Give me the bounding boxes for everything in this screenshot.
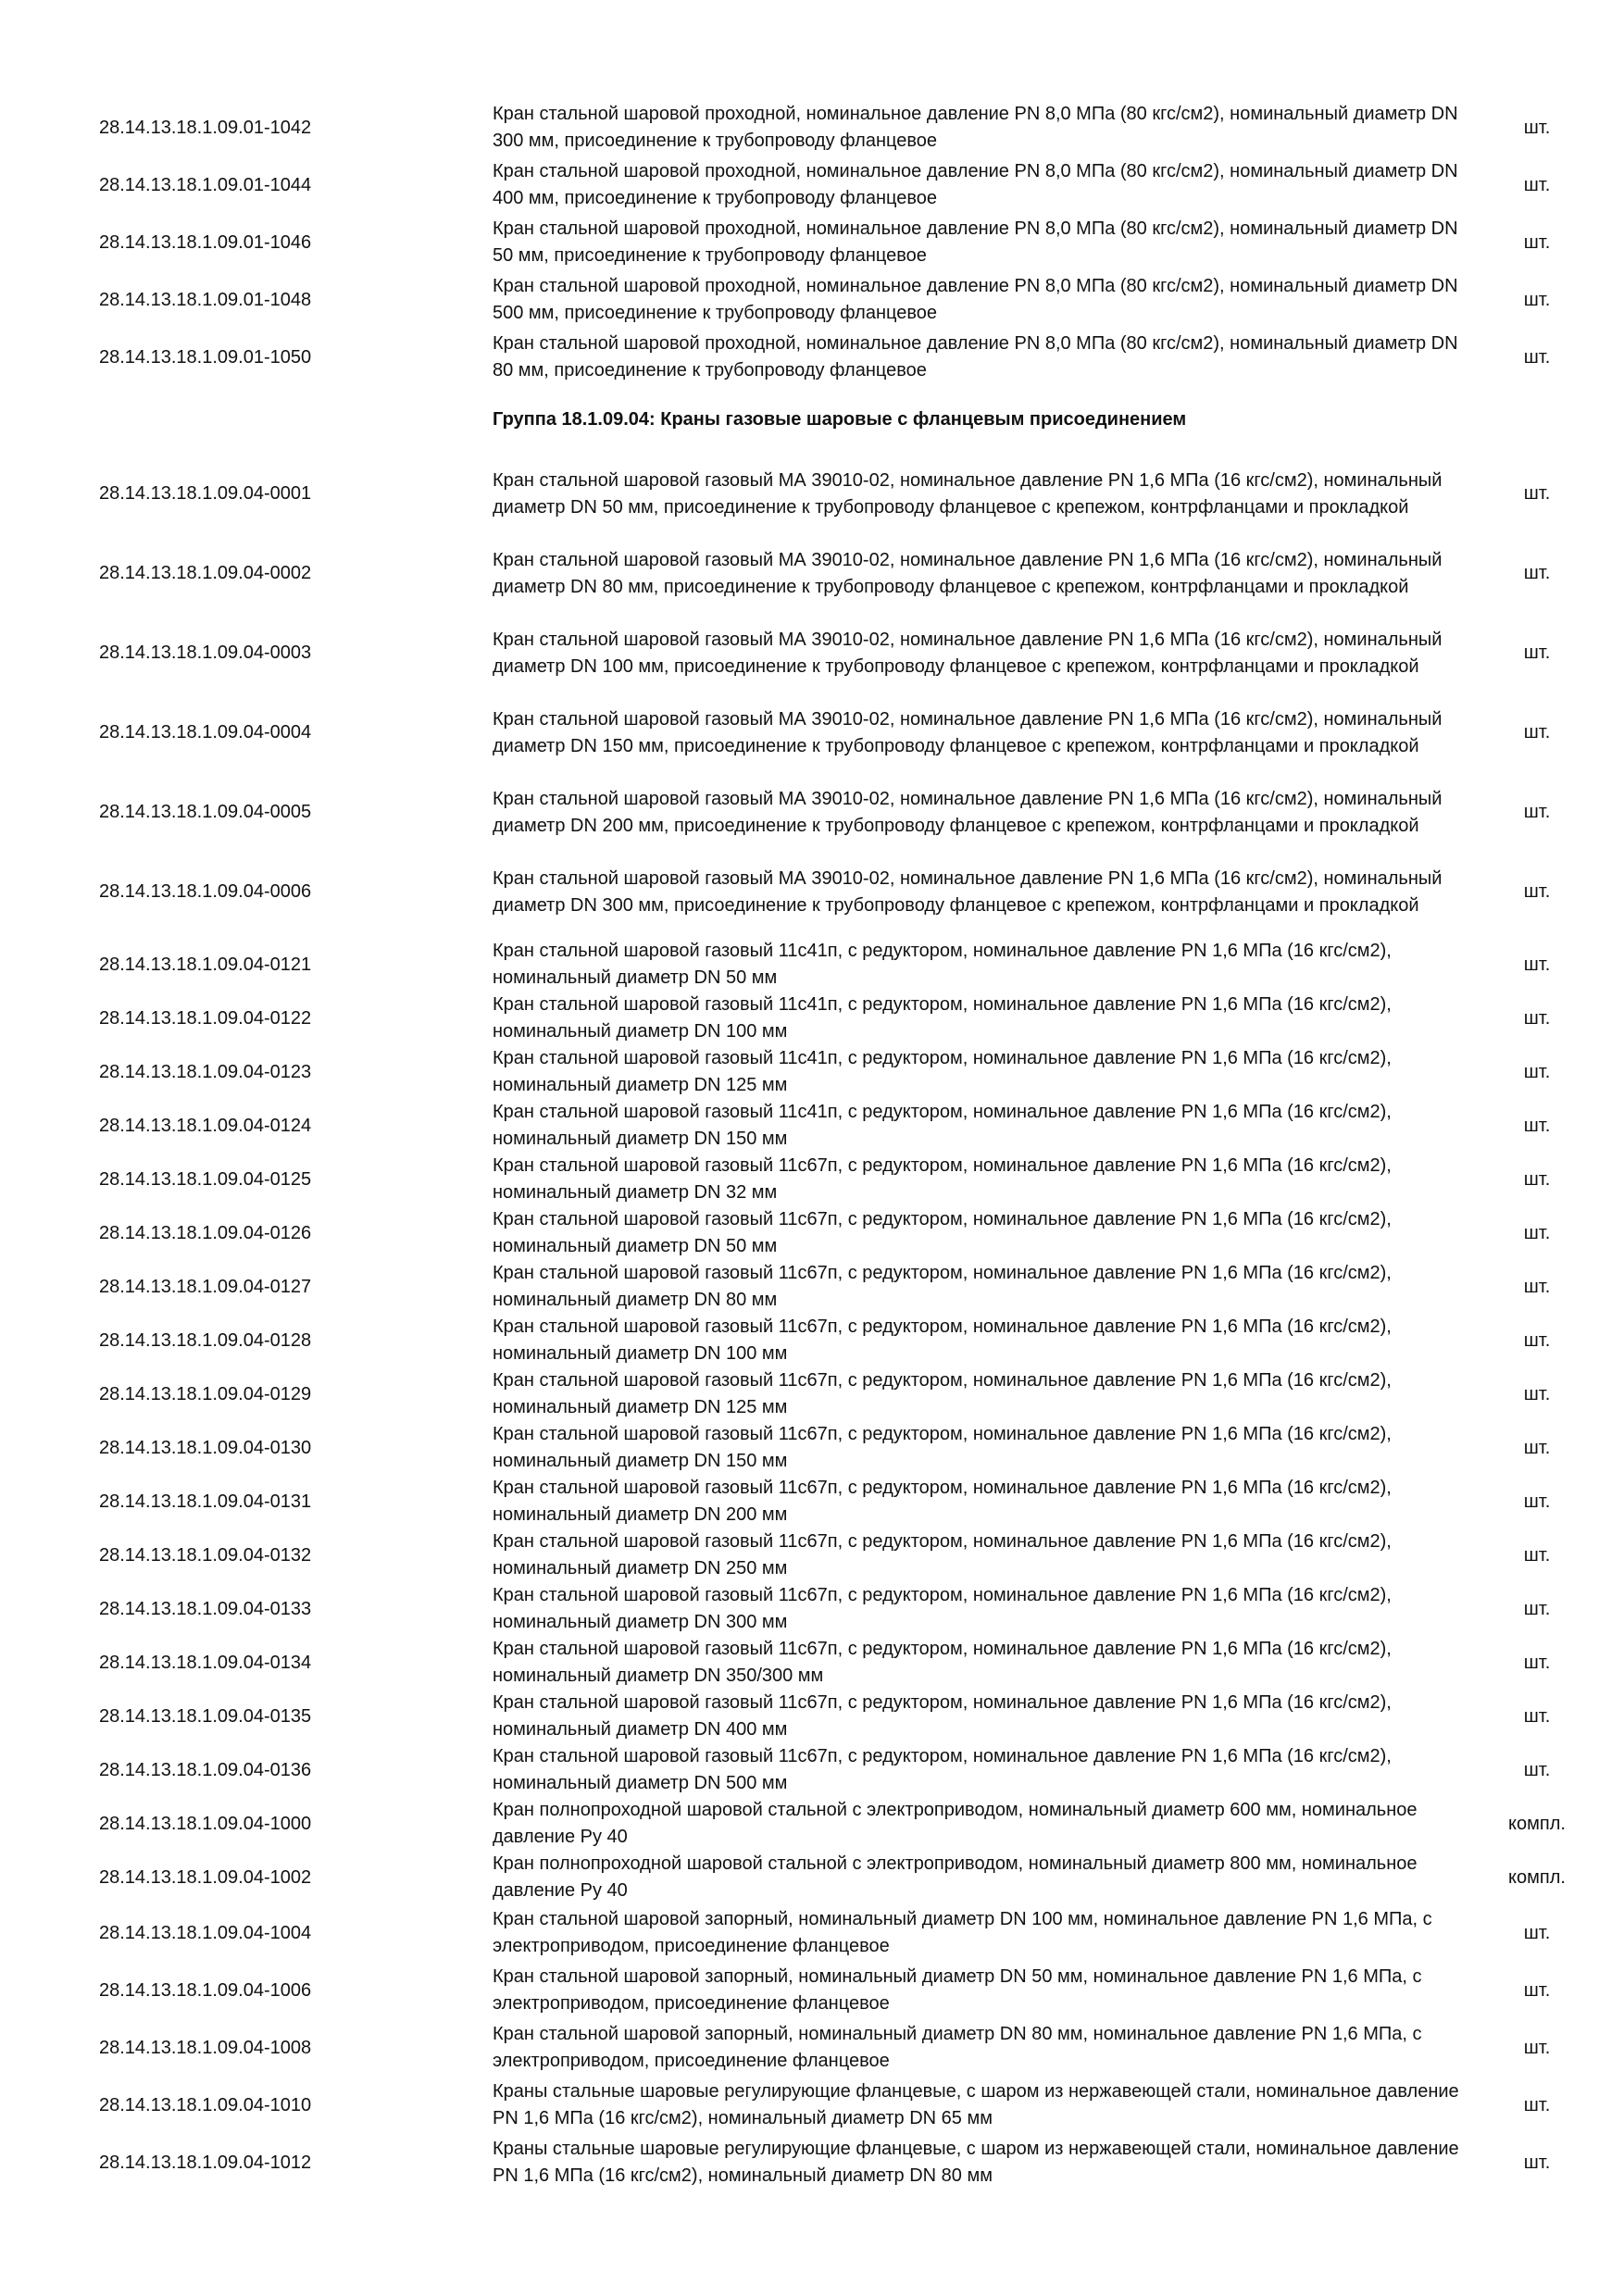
item-code: 28.14.13.18.1.09.04-1000 (99, 1813, 312, 1834)
item-code: 28.14.13.18.1.09.04-0001 (99, 483, 312, 504)
item-description-text: Кран стальной шаровой запорный, номинальный диаметр DN 80 мм, номинальное давление PN 1,6 МПа, с электроприводом, присоединение фланцевое (493, 2024, 1422, 2071)
table-row (0, 331, 1624, 384)
table-row (0, 938, 1624, 992)
item-unit: шт. (1523, 1007, 1551, 1029)
item-description (493, 1582, 1465, 1636)
item-code: 28.14.13.18.1.09.04-1006 (99, 1979, 312, 2001)
group-title: Группа 18.1.09.04: Краны газовые шаровые с фланцевым присоединением (493, 409, 1187, 430)
item-code: 28.14.13.18.1.09.01-1050 (99, 346, 312, 368)
item-description-text: Кран стальной шаровой запорный, номинальный диаметр DN 50 мм, номинальное давление PN 1,6 МПа, с электроприводом, присоединение фланцевое (493, 1966, 1422, 2014)
table-row (0, 2021, 1624, 2075)
item-description-text: Кран полнопроходной шаровой стальной с электроприводом, номинальный диаметр 800 мм, номинальное давление Ру 40 (493, 1853, 1418, 1901)
item-description (493, 1797, 1465, 1851)
item-description (493, 693, 1465, 773)
item-code: 28.14.13.18.1.09.04-1004 (99, 1922, 312, 1943)
item-description-text: Кран стальной шаровой газовый 11с67п, с редуктором, номинальное давление PN 1,6 МПа (16 кгс/см2), номинальный диаметр DN 50 мм (493, 1209, 1392, 1256)
item-description (493, 1206, 1465, 1260)
item-unit: шт. (1523, 2152, 1551, 2173)
item-unit: шт. (1523, 2037, 1551, 2058)
item-code: 28.14.13.18.1.09.04-0131 (99, 1491, 312, 1512)
item-code: 28.14.13.18.1.09.04-0125 (99, 1168, 312, 1190)
table-row (0, 613, 1624, 693)
item-unit: шт. (1523, 1276, 1551, 1297)
item-description-text: Кран стальной шаровой газовый МА 39010-02, номинальное давление PN 1,6 МПа (16 кгс/см2), номинальный диаметр DN 300 мм, присоединение к трубопроводу фланцевое с крепежом, контрфланцами и прокладкой (493, 867, 1443, 916)
table-row (0, 1797, 1624, 1851)
table-row (0, 1529, 1624, 1582)
table-row (0, 1045, 1624, 1099)
item-code: 28.14.13.18.1.09.01-1048 (99, 289, 312, 310)
item-code: 28.14.13.18.1.09.04-1002 (99, 1866, 312, 1888)
item-description-text: Кран стальной шаровой газовый 11с67п, с редуктором, номинальное давление PN 1,6 МПа (16 кгс/см2), номинальный диаметр DN 350/300 мм (493, 1639, 1392, 1686)
item-description (493, 1475, 1465, 1529)
item-unit: шт. (1523, 643, 1551, 663)
item-description (493, 613, 1465, 693)
item-unit: шт. (1523, 1329, 1551, 1351)
item-code: 28.14.13.18.1.09.04-0002 (99, 563, 312, 583)
item-description-text: Кран стальной шаровой газовый 11с67п, с редуктором, номинальное давление PN 1,6 МПа (16 кгс/см2), номинальный диаметр DN 80 мм (493, 1263, 1392, 1310)
item-description-text: Кран стальной шаровой газовый 11с67п, с редуктором, номинальное давление PN 1,6 МПа (16 кгс/см2), номинальный диаметр DN 200 мм (493, 1478, 1392, 1525)
item-description (493, 1045, 1465, 1099)
table-row (0, 533, 1624, 614)
item-description (493, 1743, 1465, 1797)
item-description (493, 1260, 1465, 1314)
item-unit: шт. (1523, 1652, 1551, 1673)
item-unit: шт. (1523, 174, 1551, 195)
item-description-text: Кран стальной шаровой газовый МА 39010-02, номинальное давление PN 1,6 МПа (16 кгс/см2), номинальный диаметр DN 200 мм, присоединение к трубопроводу фланцевое с крепежом, контрфланцами и прокладкой (493, 788, 1443, 836)
item-code: 28.14.13.18.1.09.04-0134 (99, 1652, 312, 1673)
item-unit: шт. (1523, 954, 1551, 975)
table-row (0, 1367, 1624, 1421)
item-description-text: Кран стальной шаровой газовый 11с67п, с редуктором, номинальное давление PN 1,6 МПа (16 кгс/см2), номинальный диаметр DN 150 мм (493, 1424, 1392, 1471)
item-description (493, 2021, 1465, 2075)
item-description (493, 938, 1465, 992)
item-code: 28.14.13.18.1.09.04-0126 (99, 1222, 312, 1243)
item-unit: шт. (1523, 1383, 1551, 1404)
table-row (0, 1851, 1624, 1904)
item-description (493, 101, 1465, 155)
item-unit: шт. (1523, 2094, 1551, 2115)
item-code: 28.14.13.18.1.09.04-0006 (99, 881, 312, 902)
table-row (0, 273, 1624, 327)
item-description (493, 992, 1465, 1045)
item-description-text: Кран стальной шаровой проходной, номинальное давление PN 8,0 МПа (80 кгс/см2), номинальный диаметр DN 80 мм, присоединение к трубопроводу фланцевое (493, 333, 1458, 381)
item-code: 28.14.13.18.1.09.04-0122 (99, 1007, 312, 1029)
item-description (493, 273, 1465, 327)
item-description-text: Кран стальной шаровой газовый 11с67п, с редуктором, номинальное давление PN 1,6 МПа (16 кгс/см2), номинальный диаметр DN 500 мм (493, 1746, 1392, 1793)
item-unit: шт. (1523, 1491, 1551, 1512)
table-row (0, 992, 1624, 1045)
item-code: 28.14.13.18.1.09.04-1008 (99, 2037, 312, 2058)
item-unit: шт. (1523, 1437, 1551, 1458)
item-code: 28.14.13.18.1.09.04-0130 (99, 1437, 312, 1458)
item-description-text: Кран стальной шаровой проходной, номинальное давление PN 8,0 МПа (80 кгс/см2), номинальный диаметр DN 50 мм, присоединение к трубопроводу фланцевое (493, 218, 1458, 266)
item-code: 28.14.13.18.1.09.04-0121 (99, 954, 312, 975)
item-unit: шт. (1523, 483, 1551, 504)
item-description (493, 158, 1465, 212)
item-code: 28.14.13.18.1.09.04-0128 (99, 1329, 312, 1351)
item-description (493, 1421, 1465, 1475)
item-description-text: Кран стальной шаровой газовый 11с41п, с редуктором, номинальное давление PN 1,6 МПа (16 кгс/см2), номинальный диаметр DN 100 мм (493, 994, 1392, 1042)
item-description-text: Кран стальной шаровой газовый 11с67п, с редуктором, номинальное давление PN 1,6 МПа (16 кгс/см2), номинальный диаметр DN 400 мм (493, 1692, 1392, 1740)
item-description (493, 216, 1465, 269)
item-unit: шт. (1523, 231, 1551, 253)
item-code: 28.14.13.18.1.09.04-1012 (99, 2152, 312, 2173)
item-unit: шт. (1523, 1222, 1551, 1243)
item-description-text: Кран стальной шаровой газовый 11с67п, с редуктором, номинальное давление PN 1,6 МПа (16 кгс/см2), номинальный диаметр DN 250 мм (493, 1531, 1392, 1578)
item-description (493, 772, 1465, 853)
item-code: 28.14.13.18.1.09.01-1042 (99, 117, 312, 138)
table-row (0, 1260, 1624, 1314)
item-unit: шт. (1523, 1705, 1551, 1727)
item-unit: шт. (1523, 1759, 1551, 1780)
item-code: 28.14.13.18.1.09.04-0136 (99, 1759, 312, 1780)
item-description-text: Кран полнопроходной шаровой стальной с электроприводом, номинальный диаметр 600 мм, номинальное давление Ру 40 (493, 1800, 1418, 1847)
item-description-text: Кран стальной шаровой газовый 11с67п, с редуктором, номинальное давление PN 1,6 МПа (16 кгс/см2), номинальный диаметр DN 100 мм (493, 1316, 1392, 1364)
item-unit: шт. (1523, 881, 1551, 902)
item-unit: шт. (1523, 1544, 1551, 1566)
item-unit: компл. (1508, 1866, 1566, 1888)
item-description-text: Кран стальной шаровой газовый 11с41п, с редуктором, номинальное давление PN 1,6 МПа (16 кгс/см2), номинальный диаметр DN 125 мм (493, 1048, 1392, 1095)
item-description (493, 852, 1465, 932)
item-code: 28.14.13.18.1.09.01-1044 (99, 174, 312, 195)
item-description (493, 1153, 1465, 1206)
table-row (0, 1475, 1624, 1529)
item-description (493, 1529, 1465, 1582)
item-description-text: Кран стальной шаровой проходной, номинальное давление PN 8,0 МПа (80 кгс/см2), номинальный диаметр DN 500 мм, присоединение к трубопроводу фланцевое (493, 276, 1458, 323)
table-row (0, 1206, 1624, 1260)
item-description-text: Кран стальной шаровой газовый 11с67п, с редуктором, номинальное давление PN 1,6 МПа (16 кгс/см2), номинальный диаметр DN 125 мм (493, 1370, 1392, 1417)
item-unit: шт. (1523, 1168, 1551, 1190)
table-row (0, 693, 1624, 773)
item-description (493, 1906, 1465, 1960)
item-description (493, 1690, 1465, 1743)
item-description-text: Кран стальной шаровой газовый 11с41п, с редуктором, номинальное давление PN 1,6 МПа (16 кгс/см2), номинальный диаметр DN 50 мм (493, 941, 1392, 988)
item-description (493, 533, 1465, 614)
item-description-text: Кран стальной шаровой газовый 11с41п, с редуктором, номинальное давление PN 1,6 МПа (16 кгс/см2), номинальный диаметр DN 150 мм (493, 1102, 1392, 1149)
item-description-text: Кран стальной шаровой газовый МА 39010-02, номинальное давление PN 1,6 МПа (16 кгс/см2), номинальный диаметр DN 150 мм, присоединение к трубопроводу фланцевое с крепежом, контрфланцами и прокладкой (493, 708, 1443, 756)
item-description-text: Кран стальной шаровой газовый МА 39010-02, номинальное давление PN 1,6 МПа (16 кгс/см2), номинальный диаметр DN 50 мм, присоединение к трубопроводу фланцевое с крепежом, контрфланцами и прокладкой (493, 469, 1443, 518)
item-description-text: Кран стальной шаровой проходной, номинальное давление PN 8,0 МПа (80 кгс/см2), номинальный диаметр DN 400 мм, присоединение к трубопроводу фланцевое (493, 161, 1458, 208)
item-description (493, 1964, 1465, 2017)
item-code: 28.14.13.18.1.09.04-0004 (99, 722, 312, 742)
item-unit: шт. (1523, 1061, 1551, 1082)
item-description (493, 331, 1465, 384)
item-unit: шт. (1523, 1922, 1551, 1943)
item-unit: шт. (1523, 1598, 1551, 1619)
item-description (493, 1367, 1465, 1421)
item-unit: компл. (1508, 1813, 1566, 1834)
table-row (0, 1636, 1624, 1690)
table-row (0, 454, 1624, 534)
item-code: 28.14.13.18.1.09.04-0124 (99, 1115, 312, 1136)
item-description-text: Кран стальной шаровой газовый 11с67п, с редуктором, номинальное давление PN 1,6 МПа (16 кгс/см2), номинальный диаметр DN 300 мм (493, 1585, 1392, 1632)
item-code: 28.14.13.18.1.09.04-0129 (99, 1383, 312, 1404)
table-row (0, 1690, 1624, 1743)
table-row (0, 852, 1624, 932)
item-description (493, 1099, 1465, 1153)
item-code: 28.14.13.18.1.09.04-0003 (99, 643, 312, 663)
table-row (0, 158, 1624, 212)
table-row (0, 1743, 1624, 1797)
item-unit: шт. (1523, 1979, 1551, 2001)
item-unit: шт. (1523, 1115, 1551, 1136)
item-code: 28.14.13.18.1.09.04-1010 (99, 2094, 312, 2115)
table-row (0, 216, 1624, 269)
item-description-text: Кран стальной шаровой газовый МА 39010-02, номинальное давление PN 1,6 МПа (16 кгс/см2), номинальный диаметр DN 100 мм, присоединение к трубопроводу фланцевое с крепежом, контрфланцами и прокладкой (493, 629, 1443, 677)
item-description-text: Кран стальной шаровой газовый МА 39010-02, номинальное давление PN 1,6 МПа (16 кгс/см2), номинальный диаметр DN 80 мм, присоединение к трубопроводу фланцевое с крепежом, контрфланцами и прокладкой (493, 549, 1443, 597)
item-unit: шт. (1523, 346, 1551, 368)
item-code: 28.14.13.18.1.09.01-1046 (99, 231, 312, 253)
table-row (0, 1099, 1624, 1153)
item-description-text: Краны стальные шаровые регулирующие фланцевые, с шаром из нержавеющей стали, номинальное давление PN 1,6 МПа (16 кгс/см2), номинальный диаметр DN 80 мм (493, 2139, 1459, 2186)
item-description (493, 1314, 1465, 1367)
table-row (0, 2078, 1624, 2132)
item-description (493, 2078, 1465, 2132)
item-code: 28.14.13.18.1.09.04-0005 (99, 802, 312, 822)
item-description (493, 1636, 1465, 1690)
item-description-text: Кран стальной шаровой проходной, номинальное давление PN 8,0 МПа (80 кгс/см2), номинальный диаметр DN 300 мм, присоединение к трубопроводу фланцевое (493, 104, 1458, 151)
item-description-text: Кран стальной шаровой газовый 11с67п, с редуктором, номинальное давление PN 1,6 МПа (16 кгс/см2), номинальный диаметр DN 32 мм (493, 1155, 1392, 1203)
item-description (493, 454, 1465, 534)
item-code: 28.14.13.18.1.09.04-0135 (99, 1705, 312, 1727)
item-unit: шт. (1523, 117, 1551, 138)
item-code: 28.14.13.18.1.09.04-0132 (99, 1544, 312, 1566)
item-description (493, 1851, 1465, 1904)
table-row (0, 2136, 1624, 2190)
item-unit: шт. (1523, 563, 1551, 583)
item-code: 28.14.13.18.1.09.04-0127 (99, 1276, 312, 1297)
table-row (0, 1421, 1624, 1475)
table-row (0, 772, 1624, 853)
item-unit: шт. (1523, 802, 1551, 822)
item-description (493, 2136, 1465, 2190)
item-code: 28.14.13.18.1.09.04-0133 (99, 1598, 312, 1619)
item-description-text: Кран стальной шаровой запорный, номинальный диаметр DN 100 мм, номинальное давление PN 1,6 МПа, с электроприводом, присоединение фланцевое (493, 1909, 1432, 1956)
table-row (0, 101, 1624, 155)
item-description-text: Краны стальные шаровые регулирующие фланцевые, с шаром из нержавеющей стали, номинальное давление PN 1,6 МПа (16 кгс/см2), номинальный диаметр DN 65 мм (493, 2081, 1459, 2128)
table-row (0, 1964, 1624, 2017)
item-unit: шт. (1523, 722, 1551, 742)
table-row (0, 1906, 1624, 1960)
table-row (0, 1153, 1624, 1206)
table-row (0, 1582, 1624, 1636)
item-code: 28.14.13.18.1.09.04-0123 (99, 1061, 312, 1082)
item-unit: шт. (1523, 289, 1551, 310)
table-row (0, 1314, 1624, 1367)
